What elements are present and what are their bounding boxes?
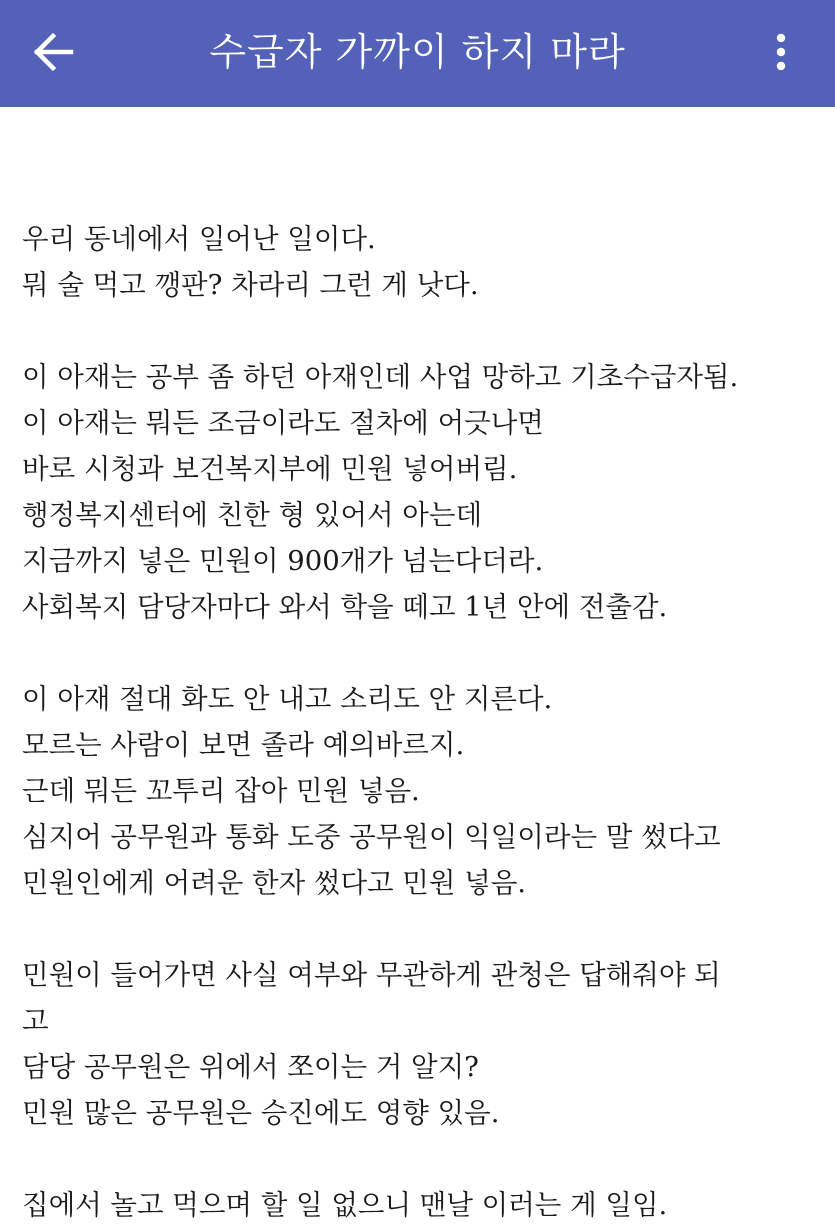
post-text-line: 이 아재는 뭐든 조금이라도 절차에 어긋나면 — [22, 407, 544, 439]
post-text-line: 이 아재는 공부 좀 하던 아재인데 사업 망하고 기초수급자됨. — [22, 361, 739, 393]
post-text-line: 담당 공무원은 위에서 쪼이는 거 알지? — [22, 1051, 479, 1083]
post-text-line: 사회복지 담당자마다 와서 학을 떼고 1년 안에 전출감. — [22, 591, 668, 623]
post-paragraph — [22, 354, 822, 630]
app-bar — [0, 0, 835, 107]
post-text-line: 민원 많은 공무원은 승진에도 영향 있음. — [22, 1097, 500, 1129]
post-paragraph — [22, 216, 822, 308]
post-text-line: 지금까지 넣은 민원이 900개가 넘는다더라. — [22, 545, 544, 577]
post-text-line: 바로 시청과 보건복지부에 민원 넣어버림. — [22, 453, 518, 485]
post-text-line: 심지어 공무원과 통화 도중 공무원이 익일이라는 말 썼다고 — [22, 821, 721, 853]
more-vertical-icon — [775, 32, 787, 77]
post-paragraph — [22, 952, 822, 1136]
post-text-line: 근데 뭐든 꼬투리 잡아 민원 넣음. — [22, 775, 420, 807]
post-paragraph — [22, 676, 822, 906]
arrow-left-icon — [31, 32, 75, 77]
more-options-button[interactable] — [751, 22, 811, 86]
back-button[interactable] — [18, 20, 88, 88]
post-text-line: 집에서 놀고 먹으며 할 일 없으니 맨날 이러는 게 일임. — [22, 1189, 668, 1221]
post-text-line: 행정복지센터에 친한 형 있어서 아는데 — [22, 499, 483, 531]
post-text-line: 고 — [22, 1005, 49, 1037]
post-text-line: 민원인에게 어려운 한자 썼다고 민원 넣음. — [22, 867, 527, 899]
post-paragraph — [22, 1182, 822, 1228]
post-text-line: 모르는 사람이 보면 졸라 예의바르지. — [22, 729, 465, 761]
post-text-line: 뭐 술 먹고 깽판? 차라리 그런 게 낫다. — [22, 269, 479, 301]
post-text-line: 이 아재 절대 화도 안 내고 소리도 안 지른다. — [22, 683, 553, 715]
post-text-line: 우리 동네에서 일어난 일이다. — [22, 223, 376, 255]
post-text-line: 민원이 들어가면 사실 여부와 무관하게 관청은 답해줘야 되 — [22, 959, 721, 991]
page-title: 수급자 가까이 하지 마라 — [209, 30, 626, 74]
post-body — [22, 216, 822, 1228]
